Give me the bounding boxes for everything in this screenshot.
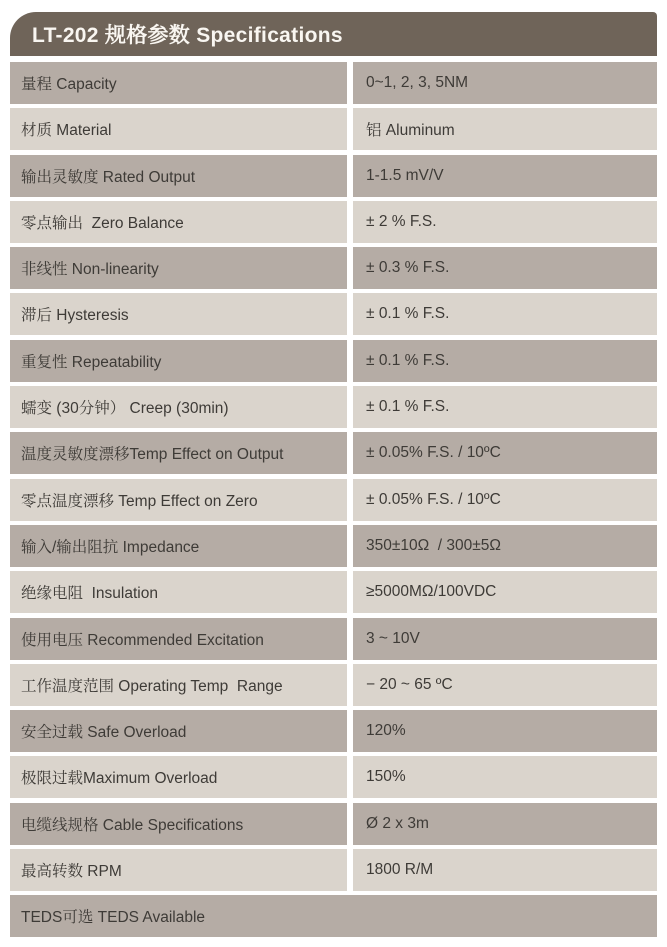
spec-value-cell: ± 0.05% F.S. / 10ºC	[353, 432, 657, 474]
spec-label-cell: 最高转数 RPM	[10, 849, 347, 891]
table-row	[10, 571, 657, 613]
table-row	[10, 664, 657, 706]
spec-value-cell: 1800 R/M	[353, 849, 657, 891]
table-row	[10, 247, 657, 289]
table-row	[10, 340, 657, 382]
page-title: LT-202 规格参数 Specifications	[32, 24, 343, 47]
spec-label-cell: 蠕变 (30分钟） Creep (30min)	[10, 386, 347, 428]
spec-value-cell: ± 0.1 % F.S.	[353, 340, 657, 382]
spec-value-cell: 3 ~ 10V	[353, 618, 657, 660]
table-footer-row	[10, 895, 657, 937]
spec-value-cell: 1-1.5 mV/V	[353, 155, 657, 197]
spec-label-cell: 材质 Material	[10, 108, 347, 150]
spec-value-cell: Ø 2 x 3m	[353, 803, 657, 845]
table-row	[10, 201, 657, 243]
spec-footer-cell: TEDS可选 TEDS Available	[10, 895, 657, 937]
spec-label-cell: 输出灵敏度 Rated Output	[10, 155, 347, 197]
table-row	[10, 849, 657, 891]
spec-label-cell: 量程 Capacity	[10, 62, 347, 104]
spec-value-cell: 150%	[353, 756, 657, 798]
spec-label-cell: 安全过载 Safe Overload	[10, 710, 347, 752]
spec-value-cell: ± 0.3 % F.S.	[353, 247, 657, 289]
table-row	[10, 756, 657, 798]
spec-value-cell: 120%	[353, 710, 657, 752]
table-row	[10, 803, 657, 845]
table-row	[10, 618, 657, 660]
spec-label-cell: 绝缘电阻 Insulation	[10, 571, 347, 613]
spec-label-cell: 使用电压 Recommended Excitation	[10, 618, 347, 660]
spec-label-cell: 重复性 Repeatability	[10, 340, 347, 382]
spec-value-cell: 350±10Ω / 300±5Ω	[353, 525, 657, 567]
spec-value-cell: 铝 Aluminum	[353, 108, 657, 150]
spec-value-cell: 0~1, 2, 3, 5NM	[353, 62, 657, 104]
table-row	[10, 710, 657, 752]
spec-label-cell: 零点温度漂移 Temp Effect on Zero	[10, 479, 347, 521]
spec-label-cell: 非线性 Non-linearity	[10, 247, 347, 289]
spec-value-cell: ± 0.1 % F.S.	[353, 293, 657, 335]
table-row	[10, 155, 657, 197]
spec-value-cell: ≥5000MΩ/100VDC	[353, 571, 657, 613]
spec-label-cell: 极限过载Maximum Overload	[10, 756, 347, 798]
table-row	[10, 108, 657, 150]
spec-label-cell: 温度灵敏度漂移Temp Effect on Output	[10, 432, 347, 474]
spec-label-cell: 工作温度范围 Operating Temp Range	[10, 664, 347, 706]
table-row	[10, 479, 657, 521]
spec-label-cell: 零点输出 Zero Balance	[10, 201, 347, 243]
spec-label-cell: 输入/输出阻抗 Impedance	[10, 525, 347, 567]
table-row	[10, 386, 657, 428]
spec-value-cell: ± 2 % F.S.	[353, 201, 657, 243]
table-row	[10, 525, 657, 567]
spec-value-cell: ± 0.05% F.S. / 10ºC	[353, 479, 657, 521]
spec-label-cell: 滞后 Hysteresis	[10, 293, 347, 335]
table-row	[10, 293, 657, 335]
spec-label-cell: 电缆线规格 Cable Specifications	[10, 803, 347, 845]
spec-value-cell: ± 0.1 % F.S.	[353, 386, 657, 428]
table-row	[10, 432, 657, 474]
spec-value-cell: − 20 ~ 65 ºC	[353, 664, 657, 706]
spec-header-bar	[10, 12, 657, 56]
spec-table	[10, 62, 657, 937]
table-row	[10, 62, 657, 104]
